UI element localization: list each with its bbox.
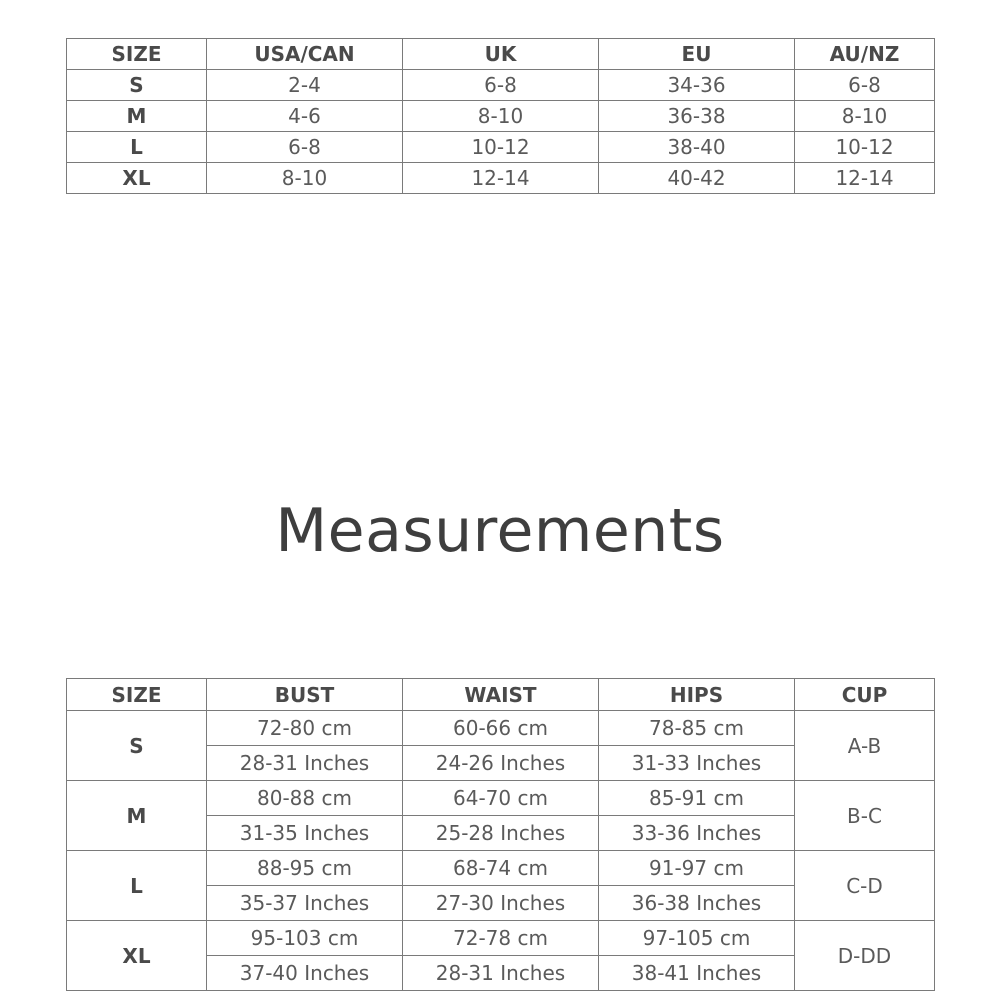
- waist-cm: 72-78 cm: [403, 921, 599, 956]
- header-size: SIZE: [67, 679, 207, 711]
- size-label: L: [67, 851, 207, 921]
- au-nz-value: 10-12: [795, 132, 935, 163]
- usa-can-value: 4-6: [207, 101, 403, 132]
- hips-cm: 97-105 cm: [599, 921, 795, 956]
- table-row: [67, 781, 935, 816]
- table-row: [67, 163, 935, 194]
- size-conversion-table: [66, 38, 935, 194]
- au-nz-value: 12-14: [795, 163, 935, 194]
- bust-inches: 37-40 Inches: [207, 956, 403, 991]
- table-row: [67, 851, 935, 886]
- header-usa-can: USA/CAN: [207, 39, 403, 70]
- cup-value: C-D: [795, 851, 935, 921]
- usa-can-value: 8-10: [207, 163, 403, 194]
- hips-inches: 31-33 Inches: [599, 746, 795, 781]
- usa-can-value: 2-4: [207, 70, 403, 101]
- cup-value: D-DD: [795, 921, 935, 991]
- hips-inches: 33-36 Inches: [599, 816, 795, 851]
- eu-value: 40-42: [599, 163, 795, 194]
- uk-value: 8-10: [403, 101, 599, 132]
- usa-can-value: 6-8: [207, 132, 403, 163]
- size-label: M: [67, 101, 207, 132]
- hips-cm: 78-85 cm: [599, 711, 795, 746]
- bust-cm: 88-95 cm: [207, 851, 403, 886]
- size-label: M: [67, 781, 207, 851]
- eu-value: 36-38: [599, 101, 795, 132]
- table-header-row: [67, 39, 935, 70]
- waist-inches: 28-31 Inches: [403, 956, 599, 991]
- table-row: [67, 70, 935, 101]
- bust-inches: 35-37 Inches: [207, 886, 403, 921]
- bust-inches: 31-35 Inches: [207, 816, 403, 851]
- table-row: [67, 711, 935, 746]
- cup-value: B-C: [795, 781, 935, 851]
- size-label: S: [67, 711, 207, 781]
- size-label: XL: [67, 921, 207, 991]
- table-row: [67, 921, 935, 956]
- header-au-nz: AU/NZ: [795, 39, 935, 70]
- header-eu: EU: [599, 39, 795, 70]
- waist-inches: 27-30 Inches: [403, 886, 599, 921]
- waist-cm: 64-70 cm: [403, 781, 599, 816]
- hips-cm: 91-97 cm: [599, 851, 795, 886]
- table-row: [67, 101, 935, 132]
- header-hips: HIPS: [599, 679, 795, 711]
- hips-inches: 36-38 Inches: [599, 886, 795, 921]
- hips-cm: 85-91 cm: [599, 781, 795, 816]
- waist-inches: 24-26 Inches: [403, 746, 599, 781]
- size-label: L: [67, 132, 207, 163]
- header-waist: WAIST: [403, 679, 599, 711]
- bust-inches: 28-31 Inches: [207, 746, 403, 781]
- header-bust: BUST: [207, 679, 403, 711]
- table-header-row: [67, 679, 935, 711]
- table-row: [67, 132, 935, 163]
- eu-value: 34-36: [599, 70, 795, 101]
- waist-inches: 25-28 Inches: [403, 816, 599, 851]
- header-uk: UK: [403, 39, 599, 70]
- size-label: XL: [67, 163, 207, 194]
- size-label: S: [67, 70, 207, 101]
- uk-value: 6-8: [403, 70, 599, 101]
- bust-cm: 95-103 cm: [207, 921, 403, 956]
- eu-value: 38-40: [599, 132, 795, 163]
- header-cup: CUP: [795, 679, 935, 711]
- bust-cm: 80-88 cm: [207, 781, 403, 816]
- cup-value: A-B: [795, 711, 935, 781]
- au-nz-value: 8-10: [795, 101, 935, 132]
- waist-cm: 60-66 cm: [403, 711, 599, 746]
- header-size: SIZE: [67, 39, 207, 70]
- waist-cm: 68-74 cm: [403, 851, 599, 886]
- uk-value: 12-14: [403, 163, 599, 194]
- au-nz-value: 6-8: [795, 70, 935, 101]
- measurements-table: [66, 678, 935, 991]
- hips-inches: 38-41 Inches: [599, 956, 795, 991]
- measurements-title: Measurements: [275, 496, 725, 566]
- bust-cm: 72-80 cm: [207, 711, 403, 746]
- uk-value: 10-12: [403, 132, 599, 163]
